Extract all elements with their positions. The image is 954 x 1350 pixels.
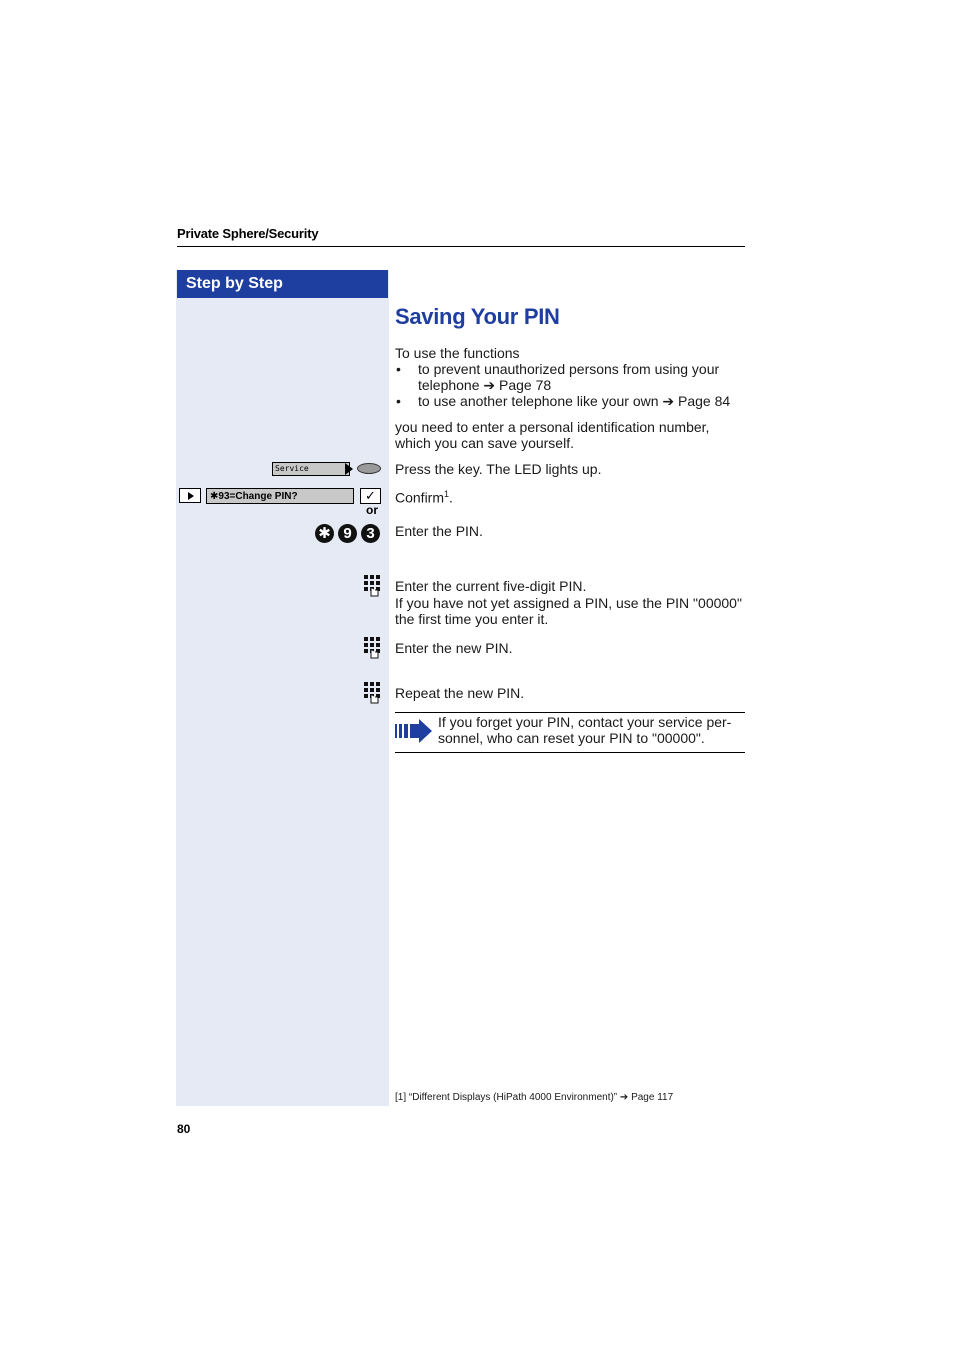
step-repeat-text: Repeat the new PIN. — [395, 685, 525, 701]
nine-key-icon[interactable]: 9 — [338, 524, 357, 543]
step-confirm-text: Confirm — [395, 489, 445, 506]
explain-line2: which you can save yourself. — [395, 435, 574, 451]
step-current-line2: If you have not yet assigned a PIN, use the PIN "00000" — [395, 595, 742, 611]
step-sidebar — [176, 270, 389, 1106]
step-confirm: Confirm$^1$. — [395, 489, 453, 506]
step-current-line1: Enter the current five-digit PIN. — [395, 578, 587, 594]
bullet-icon: • — [396, 393, 401, 409]
note-top-rule — [395, 712, 745, 713]
or-label: or — [366, 503, 378, 517]
three-key-icon[interactable]: 3 — [361, 524, 380, 543]
explain-line1: you need to enter a personal identification number, — [395, 419, 710, 435]
footnote: [1] “Different Displays (HiPath 4000 Environment)” ➔ Page 117 — [395, 1092, 674, 1103]
note-line1: If you forget your PIN, contact your service per- — [438, 714, 732, 730]
footnote-ref: 1 — [444, 489, 450, 499]
step-press-text: Press the key. The LED lights up. — [395, 461, 602, 477]
note-bottom-rule — [395, 752, 745, 753]
keypad-icon[interactable] — [363, 681, 381, 705]
bullet-2-line1: to use another telephone like your own ➔ Page 84 — [418, 393, 731, 409]
step-by-step-label: Step by Step — [177, 270, 388, 298]
confirm-check-icon[interactable]: ✓ — [360, 488, 381, 504]
note-arrow-icon — [395, 719, 432, 743]
scroll-forward-icon[interactable] — [179, 488, 201, 503]
bullet-1-line1: to prevent unauthorized persons from using your — [418, 361, 720, 377]
header-divider — [177, 246, 745, 247]
step-new-text: Enter the new PIN. — [395, 640, 513, 656]
page-title: Saving Your PIN — [395, 304, 560, 329]
menu-item-change-pin[interactable]: ✱93=Change PIN? — [206, 488, 354, 504]
page-number: 80 — [177, 1122, 191, 1136]
section-header: Private Sphere/Security — [177, 226, 319, 241]
intro-text: To use the functions — [395, 345, 520, 361]
led-key-icon[interactable] — [357, 463, 381, 474]
bullet-1-line2: telephone ➔ Page 78 — [418, 377, 552, 393]
bullet-icon: • — [396, 361, 401, 377]
star-key-icon[interactable]: ✱ — [315, 524, 334, 543]
step-enter-pin-text: Enter the PIN. — [395, 523, 483, 539]
step-current-line3: the first time you enter it. — [395, 611, 549, 627]
service-key-field[interactable]: Service — [272, 462, 350, 476]
note-line2: sonnel, who can reset your PIN to "00000". — [438, 730, 705, 746]
keypad-icon[interactable] — [363, 636, 381, 660]
service-key-arrow-icon — [345, 463, 353, 475]
keypad-icon[interactable] — [363, 574, 381, 598]
